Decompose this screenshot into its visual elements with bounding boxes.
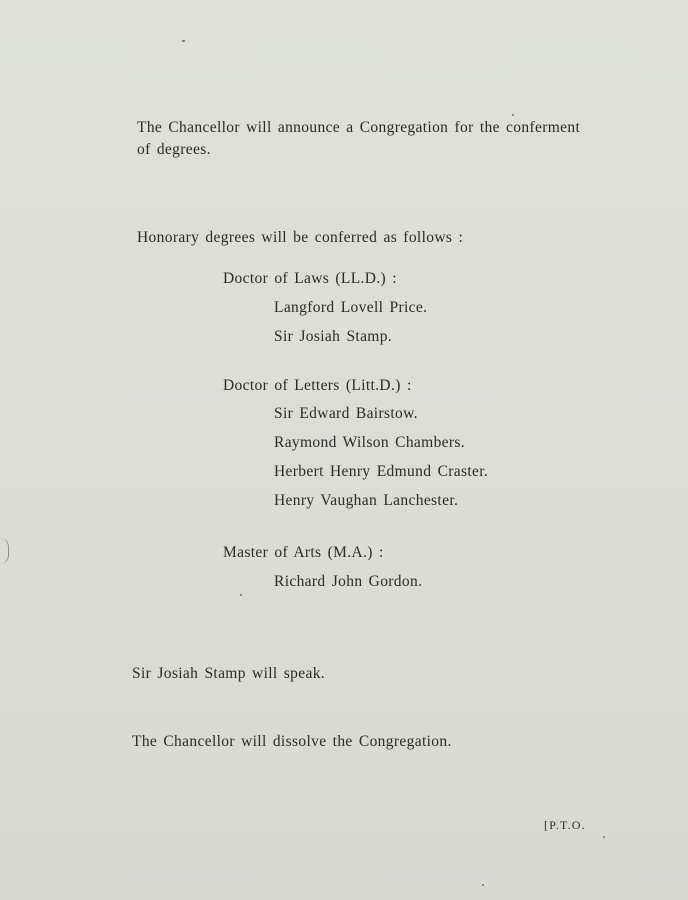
honorary-heading: Honorary degrees will be conferred as follows : [137, 229, 464, 246]
degree-title: Doctor of Letters (Litt.D.) : [223, 377, 412, 394]
paper-speck [240, 594, 242, 596]
recipient-name: Sir Edward Bairstow. [274, 405, 418, 422]
degree-title: Doctor of Laws (LL.D.) : [223, 270, 397, 287]
closing-line: The Chancellor will dissolve the Congregation. [132, 733, 452, 750]
paper-speck [603, 836, 605, 838]
please-turn-over: [P.T.O. [544, 818, 586, 832]
recipient-name: Herbert Henry Edmund Craster. [274, 463, 489, 480]
recipient-name: Sir Josiah Stamp. [274, 328, 393, 345]
paper-speck [482, 884, 484, 886]
recipient-name: Langford Lovell Price. [274, 299, 428, 316]
paper-speck [512, 114, 514, 116]
page-edge-mark [0, 538, 9, 564]
speech-note: Sir Josiah Stamp will speak. [132, 665, 326, 682]
recipient-name: Richard John Gordon. [274, 573, 423, 590]
recipient-name: Raymond Wilson Chambers. [274, 434, 466, 451]
intro-paragraph: The Chancellor will announce a Congregation for the conferment of degrees. [137, 119, 581, 158]
degree-title: Master of Arts (M.A.) : [223, 544, 384, 561]
recipient-name: Henry Vaughan Lanchester. [274, 492, 459, 509]
paper-speck [182, 40, 185, 42]
